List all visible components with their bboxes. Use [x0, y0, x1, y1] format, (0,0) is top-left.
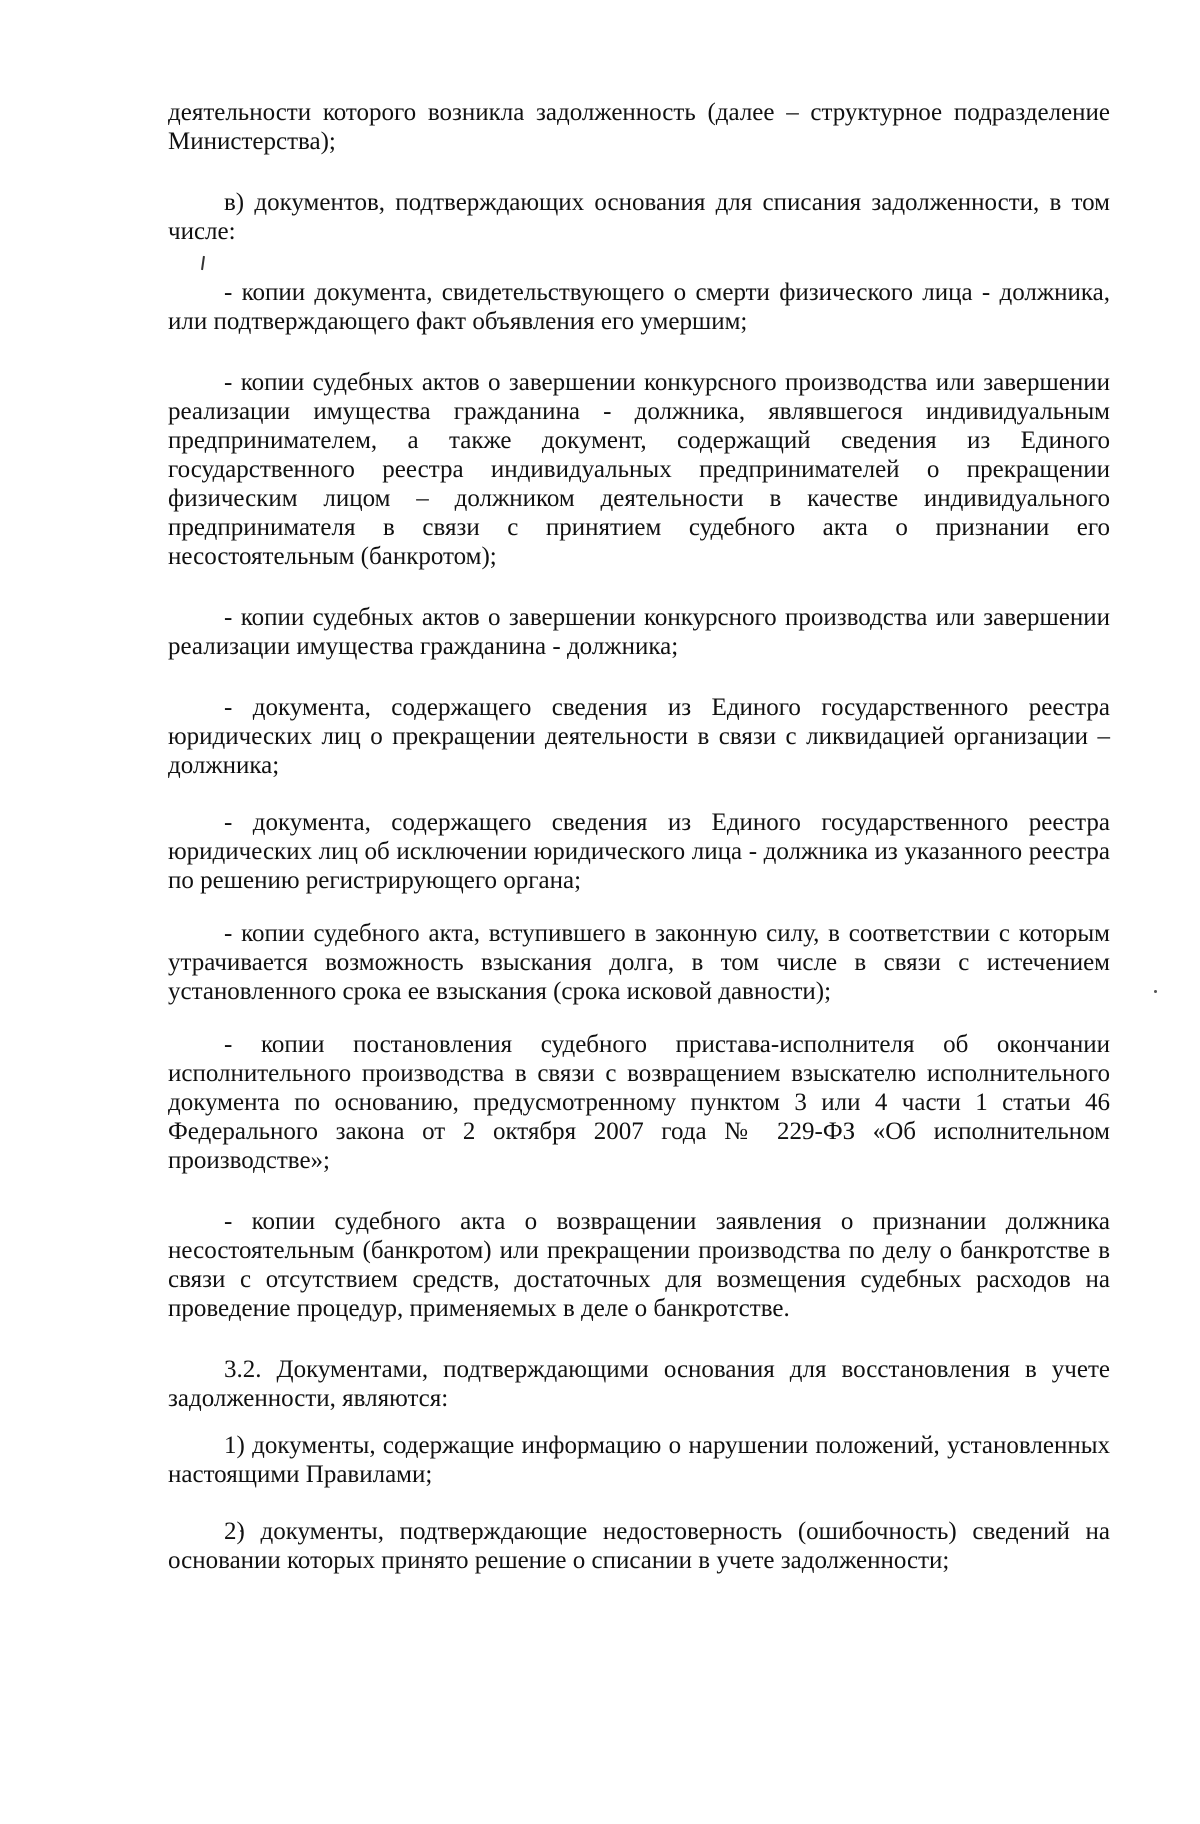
document-body: [168, 98, 1110, 1575]
paragraph-8: - копии судебного акта, вступившего в законную силу, в соответствии с которым утрачивается возможность взыскания долга, в том числе в связи с истечением установленного срока ее взыскания (срока исковой давности);: [168, 920, 1110, 1005]
paragraph-9: - копии постановления судебного пристава-исполнителя об окончании исполнительного производства в связи с возвращением взыскателю исполнительного документа по основанию, предусмотренному пунктом 3 или 4 части 1 статьи 46 Федерального закона от 2 октября 2007 года № 229-ФЗ «Об исполнительном производстве»;: [168, 1031, 1110, 1174]
paragraph-2: в) документов, подтверждающих основания для списания задолженности, в том числе:: [168, 189, 1110, 245]
paragraph-12: 1) документы, содержащие информацию о нарушении положений, установленных настоящими Правилами;: [168, 1432, 1110, 1488]
paragraph-10: - копии судебного акта о возвращении заявления о признании должника несостоятельным (банкротом) или прекращении производства по делу о банкротстве в связи с отсутствием средств, достаточных для возмещения судебных расходов на проведение процедур, применяемых в деле о банкротстве.: [168, 1208, 1110, 1322]
paragraph-5: - копии судебных актов о завершении конкурсного производства или завершении реализации имущества гражданина - должника;: [168, 604, 1110, 660]
scan-speck: [1154, 990, 1157, 993]
paragraph-3: - копии документа, свидетельствующего о смерти физического лица - должника, или подтверждающего факт объявления его умершим;: [168, 279, 1110, 335]
paragraph-13: 2) документы, подтверждающие недостоверность (ошибочность) сведений на основании которых принято решение о списании в учете задолженности;: [168, 1518, 1110, 1574]
paragraph-7: - документа, содержащего сведения из Единого государственного реестра юридических лиц об исключении юридического лица - должника из указанного реестра по решению регистрирующего органа;: [168, 809, 1110, 894]
paragraph-6: - документа, содержащего сведения из Единого государственного реестра юридических лиц о прекращении деятельности в связи с ликвидацией организации – должника;: [168, 694, 1110, 779]
paragraph-4: - копии судебных актов о завершении конкурсного производства или завершении реализации имущества гражданина - должника, являвшегося индивидуальным предпринимателем, а также документ, содержащий сведения из Единого государственного реестра индивидуальных предпринимателей о прекращении физическим лицом – должником деятельности в качестве индивидуального предпринимателя в связи с принятием судебного акта о признании его несостоятельным (банкротом);: [168, 369, 1110, 570]
paragraph-11: 3.2. Документами, подтверждающими основания для восстановления в учете задолженности, являются:: [168, 1356, 1110, 1412]
paragraph-1: деятельности которого возникла задолженность (далее – структурное подразделение Министерства);: [168, 99, 1110, 155]
